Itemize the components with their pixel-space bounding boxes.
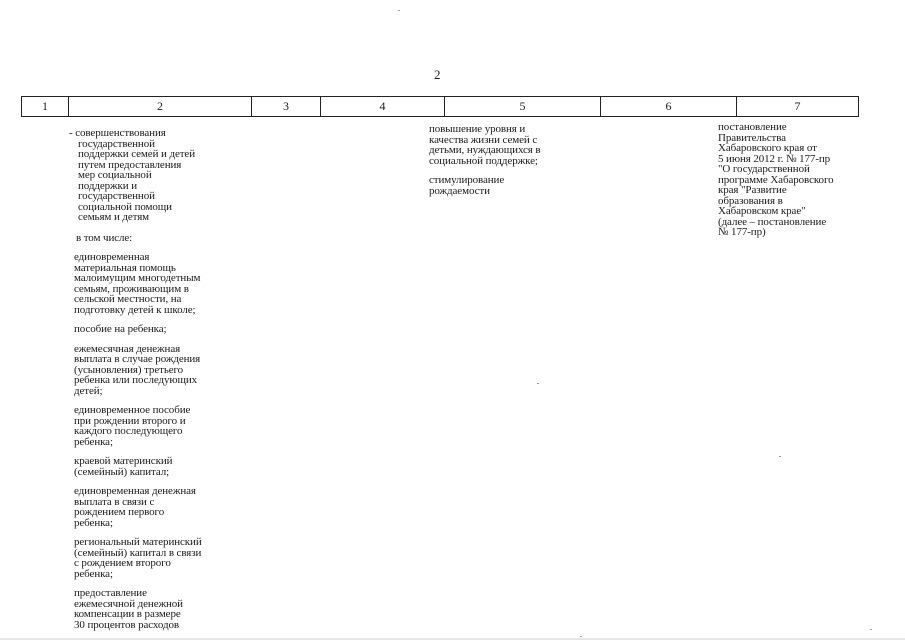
header-cell-4: 4 <box>321 97 445 116</box>
header-cell-3: 3 <box>252 97 321 116</box>
list-item: региональный материнский (семейный) капитал в связи с рождением второго ребенка; <box>74 536 202 580</box>
column-2-content <box>66 128 241 630</box>
scan-speck <box>870 629 872 630</box>
scan-speck <box>537 383 539 384</box>
page-number: 2 <box>434 67 441 82</box>
table-header-row <box>21 96 859 117</box>
header-cell-6: 6 <box>601 97 737 116</box>
header-cell-7: 7 <box>794 99 801 113</box>
column-7-content <box>718 122 858 238</box>
including-label: в том числе: <box>76 231 133 244</box>
list-item: единовременное пособие при рождении второго и каждого последующего ребенка; <box>74 404 191 448</box>
legal-basis-text: постановление Правительства Хабаровского края от 5 июня 2012 г. № 177-пр "О государственной программе Хабаровского края "Развитие образования в Хабаровском крае" (далее – постановление № 177-пр) <box>718 121 834 238</box>
measure-lead-text: - совершенствования государственной поддержки семей и детей путем предоставления мер социальной поддержки и государственной социальной помощи семьям и детям <box>69 127 195 223</box>
list-item: пособие на ребенка; <box>74 323 167 335</box>
scan-speck <box>398 10 400 11</box>
goal-item: стимулирование рождаемости <box>429 174 505 197</box>
list-item: ежемесячная денежная выплата в случае рождения (усыновления) третьего ребенка или последующих детей; <box>74 342 201 397</box>
list-item: предоставление ежемесячной денежной компенсации в размере 30 процентов расходов <box>74 587 183 631</box>
list-item: единовременная материальная помощь малоимущим многодетным семьям, проживающим в сельской местности, на подготовку детей к школе; <box>74 251 201 316</box>
scan-speck <box>779 456 781 457</box>
header-cell-1: 1 <box>22 97 69 116</box>
list-item: краевой материнский (семейный) капитал; <box>74 455 173 478</box>
list-item: единовременная денежная выплата в связи с рождением первого ребенка; <box>74 485 196 529</box>
header-cell-2: 2 <box>69 97 252 116</box>
scan-speck <box>580 636 582 637</box>
header-cell-5: 5 <box>445 97 601 116</box>
column-5-content <box>429 124 574 196</box>
goal-item: повышение уровня и качества жизни семей с детьми, нуждающихся в социальной поддержке; <box>429 123 541 167</box>
